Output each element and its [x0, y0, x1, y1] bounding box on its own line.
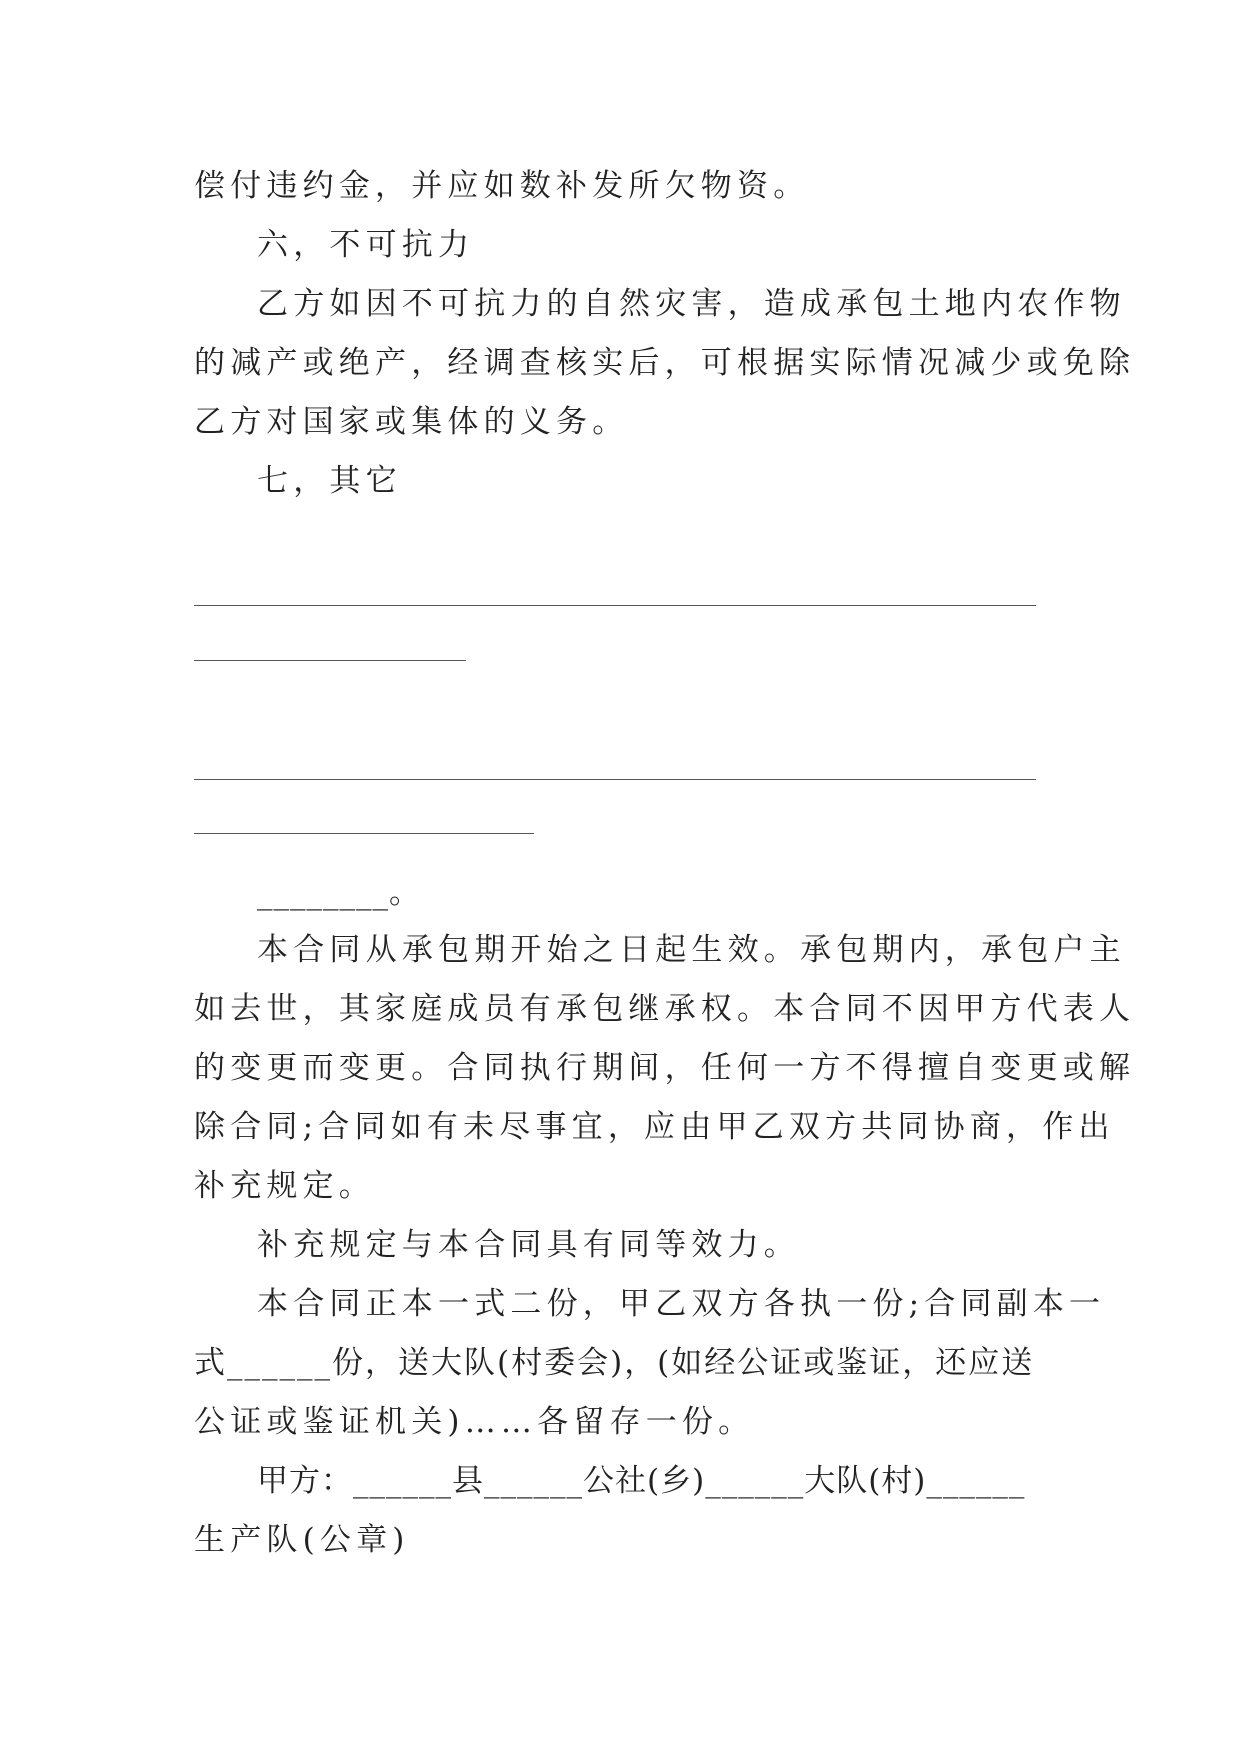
paragraph-line: 乙方如因不可抗力的自然灾害，造成承包土地内农作物 [257, 286, 1126, 322]
paragraph-line: 补充规定与本合同具有同等效力。 [257, 1227, 800, 1263]
party-a-seal-line: 生产队(公章) [194, 1522, 410, 1558]
paragraph-line: 偿付违约金，并应如数补发所欠物资。 [194, 168, 810, 204]
paragraph-line: 如去世，其家庭成员有承包继承权。本合同不因甲方代表人 [194, 991, 1136, 1027]
paragraph-line: 的减产或绝产，经调查核实后，可根据实际情况减少或免除 [194, 345, 1136, 381]
paragraph-line: 除合同;合同如有未尽事宜，应由甲乙双方共同协商，作出 [194, 1109, 1115, 1145]
paragraph-line: 乙方对国家或集体的义务。 [194, 404, 629, 440]
paragraph-line: 公证或鉴证机关)……各留存一份。 [194, 1404, 755, 1440]
paragraph-line: 本合同从承包期开始之日起生效。承包期内，承包户主 [257, 932, 1126, 968]
paragraph-line: 本合同正本一式二份，甲乙双方各执一份;合同副本一 [257, 1286, 1106, 1322]
blank-fill-line [194, 605, 1036, 606]
paragraph-line: 补充规定。 [194, 1168, 375, 1204]
section-heading-force-majeure: 六，不可抗力 [257, 227, 475, 263]
blank-ending: ________。 [257, 875, 421, 911]
section-heading-other: 七，其它 [257, 463, 402, 499]
blank-fill-line [194, 660, 466, 661]
party-a-signature-line: 甲方：______县______公社(乡)______大队(村)______ [257, 1463, 1026, 1499]
paragraph-line: 的变更而变更。合同执行期间，任何一方不得擅自变更或解 [194, 1050, 1136, 1086]
paragraph-line: 式______份，送大队(村委会)，(如经公证或鉴证，还应送 [194, 1345, 1035, 1381]
blank-fill-line [194, 779, 1036, 780]
blank-fill-line [194, 833, 534, 834]
